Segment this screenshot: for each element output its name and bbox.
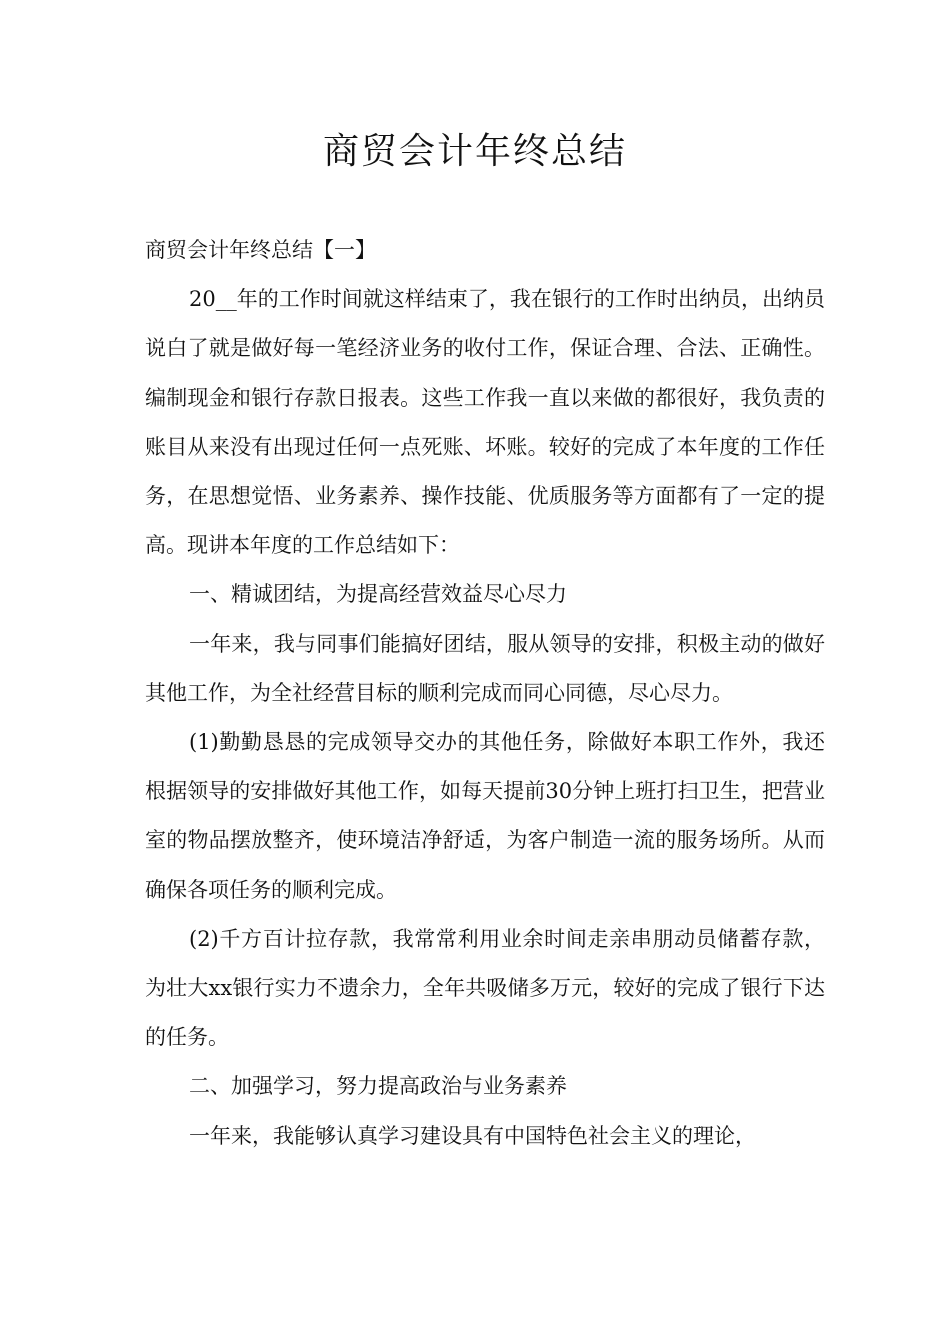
section-heading: 商贸会计年终总结【一】 (145, 238, 376, 262)
paragraph: 20__年的工作时间就这样结束了，我在银行的工作时出纳员，出纳员说白了就是做好每一笔经济业务的收付工作，保证合理、合法、正确性。编制现金和银行存款日报表。这些工作我一直以来做的都很好，我负责的账目从来没有出现过任何一点死账、坏账。较好的完成了本年度的工作任务，在思想觉悟、业务素养、操作技能、优质服务等方面都有了一定的提高。现讲本年度的工作总结如下： (145, 287, 825, 558)
document-title: 商贸会计年终总结 (322, 131, 627, 172)
subheading: 二、加强学习，努力提高政治与业务素养 (189, 1074, 567, 1099)
paragraph: 一年来，我与同事们能搞好团结，服从领导的安排，积极主动的做好其他工作，为全社经营目标的顺利完成而同心同德，尽心尽力。 (145, 631, 825, 705)
paragraph: 一年来，我能够认真学习建设具有中国特色社会主义的理论， (189, 1123, 756, 1148)
paragraph: (2)千方百计拉存款，我常常利用业余时间走亲串朋动员储蓄存款，为壮大xx银行实力不遗余力，全年共吸储多万元，较好的完成了银行下达的任务。 (145, 926, 825, 1050)
document-body (145, 226, 825, 1161)
subheading: 一、精诚团结，为提高经营效益尽心尽力 (189, 582, 567, 607)
paragraph: (1)勤勤恳恳的完成领导交办的其他任务，除做好本职工作外，我还根据领导的安排做好其他工作，如每天提前30分钟上班打扫卫生，把营业室的物品摆放整齐，使环境洁净舒适，为客户制造一流的服务场所。从而确保各项任务的顺利完成。 (145, 730, 825, 902)
